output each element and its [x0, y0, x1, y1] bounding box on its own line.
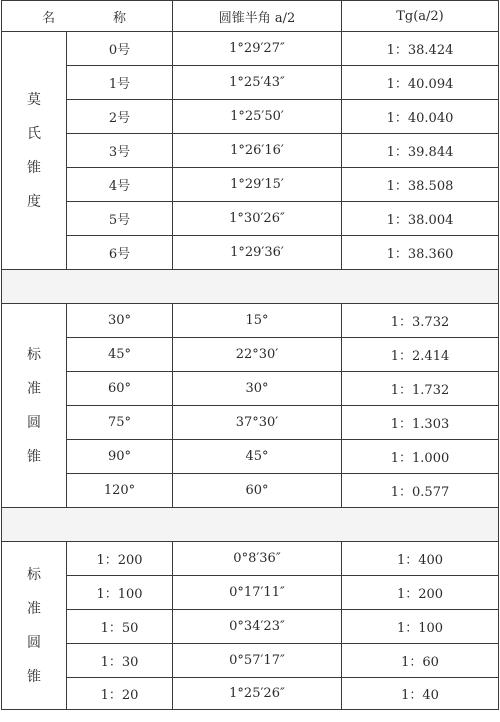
cell-tg: 1：38.004: [342, 202, 499, 236]
cell-angle: 1°25′26″: [173, 678, 342, 710]
cell-tg: 1：39.844: [342, 134, 499, 168]
cell-name: 120°: [67, 474, 173, 508]
cell-angle: 37°30′: [173, 406, 342, 440]
cell-angle: 1°26′16′: [173, 134, 342, 168]
cell-tg: 1：2.414: [342, 338, 499, 372]
table-row: [2, 168, 499, 202]
group-label-char: 圆: [27, 634, 41, 651]
table-row: [2, 678, 499, 710]
table-row: [2, 100, 499, 134]
cell-angle: 1°25′43″: [173, 66, 342, 100]
table-row: [2, 202, 499, 236]
cell-angle: 0°8′36″: [173, 542, 342, 576]
group-label-char: 标: [27, 566, 41, 583]
cell-angle: 1°25′50′: [173, 100, 342, 134]
cell-tg: 1：40.040: [342, 100, 499, 134]
group-label-char: 锥: [27, 159, 41, 176]
cell-name: 5号: [67, 202, 173, 236]
cell-name: 2号: [67, 100, 173, 134]
cell-name: 1：30: [67, 644, 173, 678]
cell-angle: 1°29′27″: [173, 32, 342, 66]
cell-name: 1：100: [67, 576, 173, 610]
table-row: [2, 134, 499, 168]
cell-angle: 22°30′: [173, 338, 342, 372]
separator-cell: [2, 270, 499, 304]
table-row: [2, 406, 499, 440]
group-separator: [2, 270, 499, 304]
group-separator: [2, 508, 499, 542]
group-label-char: 圆: [27, 414, 41, 431]
cell-tg: 1：38.360: [342, 236, 499, 270]
cell-tg: 1：38.508: [342, 168, 499, 202]
cell-name: 3号: [67, 134, 173, 168]
header-name: [2, 1, 173, 32]
cell-tg: 1：200: [342, 576, 499, 610]
separator-cell: [2, 508, 499, 542]
table-row: [2, 644, 499, 678]
cell-name: 1：50: [67, 610, 173, 644]
group-label-char: 度: [27, 193, 41, 210]
table-row: [2, 440, 499, 474]
cell-name: 1号: [67, 66, 173, 100]
table-row: [2, 66, 499, 100]
table-row: [2, 236, 499, 270]
cell-name: 4号: [67, 168, 173, 202]
cell-angle: 0°57′17″: [173, 644, 342, 678]
cell-tg: 1：3.732: [342, 304, 499, 338]
group-label-standard-cone: [2, 304, 67, 508]
table-row: [2, 542, 499, 576]
cell-name: 45°: [67, 338, 173, 372]
cell-name: 6号: [67, 236, 173, 270]
cell-name: 30°: [67, 304, 173, 338]
cell-angle: 30°: [173, 372, 342, 406]
cell-tg: 1：400: [342, 542, 499, 576]
cell-tg: 1：100: [342, 610, 499, 644]
cell-tg: 1：40: [342, 678, 499, 710]
cell-name: 75°: [67, 406, 173, 440]
header-name-a: 名: [42, 10, 56, 26]
group-label-char: 标: [27, 346, 41, 363]
table-row: [2, 338, 499, 372]
header-tg: Tg(a/2): [342, 1, 499, 32]
cell-tg: 1：38.424: [342, 32, 499, 66]
table-row: [2, 610, 499, 644]
cell-angle: 0°17′11″: [173, 576, 342, 610]
cell-name: 1：200: [67, 542, 173, 576]
group-label-char: 锥: [27, 668, 41, 685]
header-name-b: 称: [113, 10, 127, 26]
group-label-standard-ratio: [2, 542, 67, 710]
cell-tg: 1：60: [342, 644, 499, 678]
cell-tg: 1：1.732: [342, 372, 499, 406]
cell-angle: 15°: [173, 304, 342, 338]
table-row: [2, 576, 499, 610]
table-row: [2, 474, 499, 508]
cell-name: 1：20: [67, 678, 173, 710]
group-label-char: 锥: [27, 448, 41, 465]
cell-tg: 1：40.094: [342, 66, 499, 100]
cell-angle: 1°30′26″: [173, 202, 342, 236]
cell-angle: 1°29′15′: [173, 168, 342, 202]
cell-tg: 1：0.577: [342, 474, 499, 508]
cell-angle: 1°29′36′: [173, 236, 342, 270]
group-label-char: 氏: [27, 125, 41, 142]
header-half-angle: 圆锥半角 a/2: [173, 1, 342, 32]
group-label-char: 莫: [27, 91, 41, 108]
cell-angle: 0°34′23″: [173, 610, 342, 644]
taper-table: [1, 0, 499, 710]
group-label-char: 准: [27, 600, 41, 617]
table-row: [2, 372, 499, 406]
cell-name: 60°: [67, 372, 173, 406]
table-row: [2, 32, 499, 66]
table-row: [2, 304, 499, 338]
group-label-morse: [2, 32, 67, 270]
cell-angle: 45°: [173, 440, 342, 474]
group-label-char: 准: [27, 380, 41, 397]
cell-tg: 1：1.000: [342, 440, 499, 474]
cell-name: 90°: [67, 440, 173, 474]
cell-angle: 60°: [173, 474, 342, 508]
cell-tg: 1：1.303: [342, 406, 499, 440]
cell-name: 0号: [67, 32, 173, 66]
header-row: [2, 1, 499, 32]
